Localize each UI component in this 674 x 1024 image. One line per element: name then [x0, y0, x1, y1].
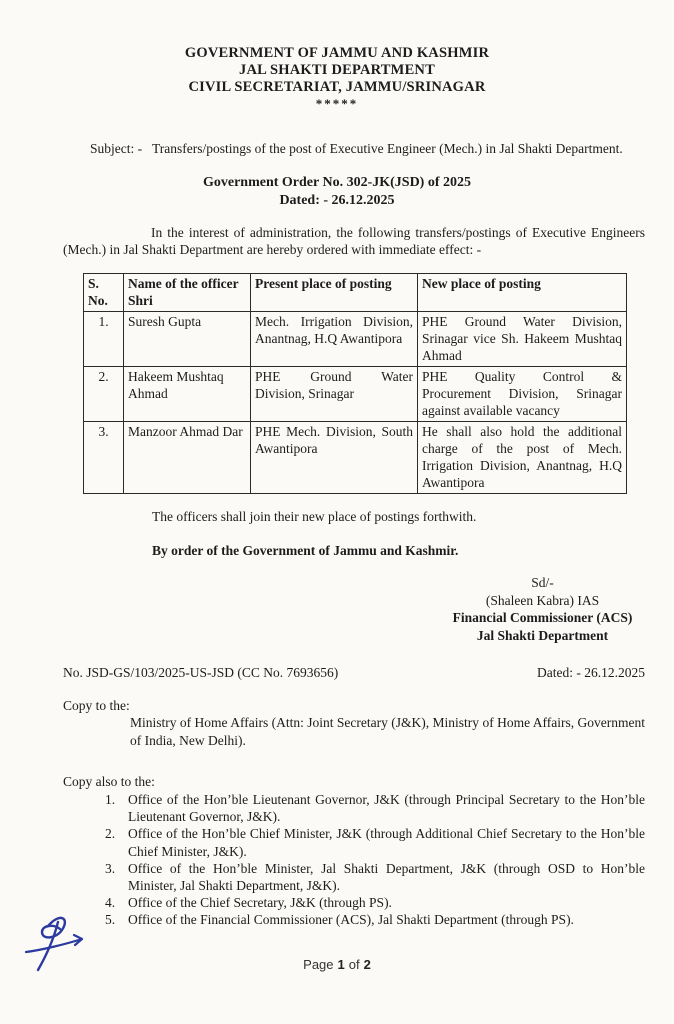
- transfer-table: [83, 273, 627, 494]
- list-item-number: 2.: [105, 826, 116, 842]
- order-number-line: Government Order No. 302-JK(JSD) of 2025: [202, 175, 472, 191]
- copy-to-label: Copy to the:: [63, 698, 130, 714]
- copy-also-section: [63, 773, 645, 929]
- table-header-new-posting: New place of posting: [418, 273, 627, 311]
- cell-sno: 1.: [84, 311, 124, 366]
- table-header-sno: S. No.: [84, 273, 124, 311]
- footer-total-pages: 2: [363, 957, 371, 972]
- list-item-text: Office of the Chief Secretary, J&K (through PS).: [128, 895, 392, 911]
- list-item-number: 4.: [105, 895, 116, 911]
- join-statement: The officers shall join their new place of postings forthwith.: [152, 508, 477, 524]
- page-number-footer: [0, 956, 674, 973]
- footer-page-label: Page: [303, 957, 334, 972]
- cell-sno: 2.: [84, 366, 124, 421]
- signature-block: [440, 574, 645, 644]
- reference-number: No. JSD-GS/103/2025-US-JSD (CC No. 7693656): [63, 665, 339, 681]
- footer-of-label: of: [348, 957, 360, 972]
- handwritten-signature-scribble: [18, 908, 98, 988]
- list-item-number: 5.: [105, 912, 116, 928]
- letterhead-line1: GOVERNMENT OF JAMMU AND KASHMIR: [184, 45, 490, 61]
- table-row: [84, 311, 627, 366]
- table-row: [84, 421, 627, 493]
- cell-officer-name: Manzoor Ahmad Dar: [124, 421, 251, 493]
- signature-department: Jal Shakti Department: [476, 627, 609, 643]
- list-item-text: Office of the Hon’ble Chief Minister, J&K (through Additional Chief Secretary to the Hon’ble Chief Minister, J&K).: [128, 826, 645, 859]
- cell-sno: 3.: [84, 421, 124, 493]
- table-header-officer-name: Name of the officer Shri: [124, 273, 251, 311]
- list-item-text: Office of the Hon’ble Lieutenant Governor, J&K (through Principal Secretary to the Hon’ble Lieutenant Governor, J&K).: [128, 792, 645, 825]
- copy-also-label: Copy also to the:: [63, 773, 155, 789]
- cell-new-posting: PHE Quality Control & Procurement Division, Srinagar against available vacancy: [418, 366, 627, 421]
- cell-new-posting: PHE Ground Water Division, Srinagar vice Sh. Hakeem Mushtaq Ahmad: [418, 311, 627, 366]
- table-header-row: [84, 273, 627, 311]
- list-item-number: 3.: [105, 860, 116, 876]
- reference-row: [63, 664, 645, 681]
- list-item: [105, 791, 645, 825]
- cell-present-posting: PHE Mech. Division, South Awantipora: [251, 421, 418, 493]
- signature-name: (Shaleen Kabra) IAS: [485, 592, 600, 608]
- letterhead-line3: CIVIL SECRETARIAT, JAMMU/SRINAGAR: [188, 79, 486, 95]
- list-item-text: Office of the Hon’ble Minister, Jal Shakti Department, J&K (through OSD to Hon’ble Minister, Jal Shakti Department, J&K).: [128, 860, 645, 894]
- list-item: [105, 894, 645, 911]
- order-title: [0, 174, 674, 209]
- table-header-present-posting: Present place of posting: [251, 273, 418, 311]
- copy-to-text: Ministry of Home Affairs (Attn: Joint Secretary (J&K), Ministry of Home Affairs, Government of India, New Delhi).: [130, 715, 645, 748]
- list-item-number: 1.: [105, 792, 116, 808]
- letterhead: [0, 0, 674, 110]
- signature-designation: Financial Commissioner (ACS): [452, 610, 633, 626]
- footer-page-number: 1: [337, 957, 345, 972]
- signature-sd: Sd/-: [531, 575, 554, 591]
- cell-officer-name: Suresh Gupta: [124, 311, 251, 366]
- copy-to-section: [63, 697, 645, 749]
- list-item: [105, 911, 645, 928]
- letterhead-line2: JAL SHAKTI DEPARTMENT: [239, 62, 435, 78]
- copy-also-list: [63, 791, 645, 929]
- cell-present-posting: PHE Ground Water Division, Srinagar: [251, 366, 418, 421]
- list-item: [105, 825, 645, 859]
- table-row: [84, 366, 627, 421]
- subject-label: Subject: -: [90, 141, 143, 156]
- by-order-statement: By order of the Government of Jammu and Kashmir.: [152, 542, 459, 558]
- subject-line: [63, 140, 645, 157]
- letterhead-separator: *****: [315, 96, 359, 111]
- cell-present-posting: Mech. Irrigation Division, Anantnag, H.Q Awantipora: [251, 311, 418, 366]
- subject-text: Transfers/postings of the post of Executive Engineer (Mech.) in Jal Shakti Department.: [152, 141, 623, 156]
- list-item: [105, 860, 645, 894]
- cell-officer-name: Hakeem Mushtaq Ahmad: [124, 366, 251, 421]
- order-dated-line: Dated: - 26.12.2025: [279, 192, 395, 208]
- list-item-text: Office of the Financial Commissioner (ACS), Jal Shakti Department (through PS).: [128, 912, 574, 928]
- reference-date: Dated: - 26.12.2025: [537, 665, 645, 681]
- intro-paragraph: In the interest of administration, the following transfers/postings of Executive Engineers (Mech.) in Jal Shakti Department are hereby ordered with immediate effect: -: [63, 225, 645, 258]
- cell-new-posting: He shall also hold the additional charge of the post of Mech. Irrigation Division, Anantnag, H.Q Awantipora: [418, 421, 627, 493]
